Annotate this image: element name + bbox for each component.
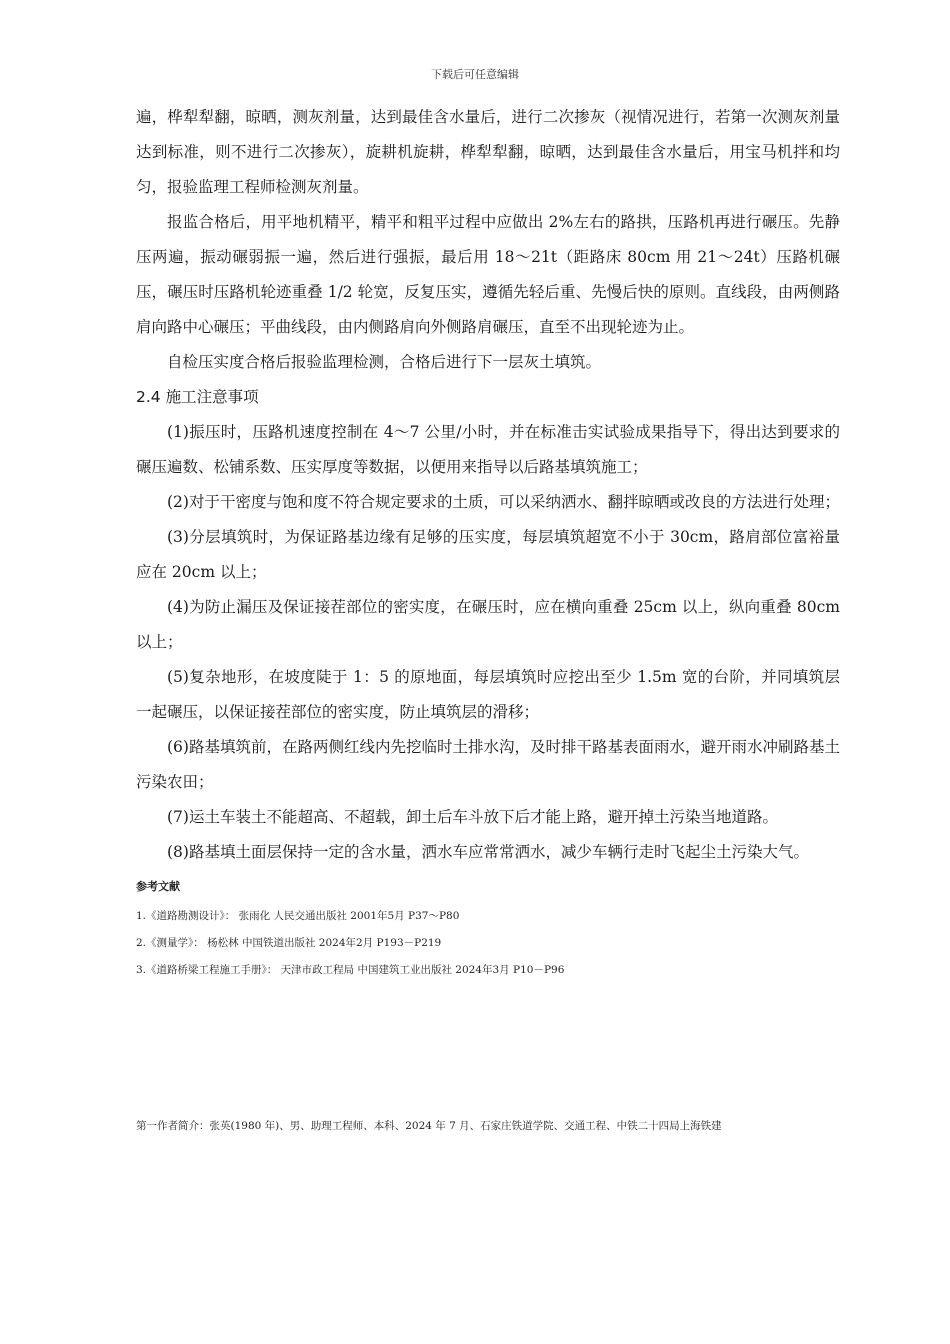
page-header: 下载后可任意编辑	[431, 68, 519, 81]
author-note: 第一作者简介：张英(1980 年)、男、助理工程师、本科、2024 年 7 月、石家庄铁道学院、交通工程、中铁二十四局上海铁建	[136, 1120, 722, 1132]
reference-item-3: 3.《道路桥梁工程施工手册》： 天津市政工程局 中国建筑工业出版社 2024年3月 P10－P96	[136, 964, 565, 976]
paragraph-1: 遍，桦犁犁翻，晾晒，测灰剂量，达到最佳含水量后，进行二次掺灰（视情况进行，若第一次测灰剂量达到标准，则不进行二次掺灰），旋耕机旋耕，桦犁犁翻，晾晒，达到最佳含水量后，用宝马机拌和均匀，报验监理工程师检测灰剂量。	[136, 108, 840, 196]
note-item-7: (7)运土车装土不能超高、不超载，卸土后车斗放下后才能上路，避开掉土污染当地道路。	[167, 808, 778, 826]
reference-item-2: 2.《测量学》： 杨松林 中国铁道出版社 2024年2月 P193－P219	[136, 937, 442, 949]
references-title: 参考文献	[136, 880, 180, 893]
note-item-5: (5)复杂地形，在坡度陡于 1：5 的原地面，每层填筑时应挖出至少 1.5m 宽的台阶，并同填筑层一起碾压，以保证接茬部位的密实度，防止填筑层的滑移；	[136, 668, 840, 721]
note-item-4: (4)为防止漏压及保证接茬部位的密实度，在碾压时，应在横向重叠 25cm 以上，纵向重叠 80cm 以上；	[136, 598, 840, 651]
reference-item-1: 1.《道路勘测设计》： 张雨化 人民交通出版社 2001年5月 P37～P80	[136, 910, 460, 922]
note-item-8: (8)路基填土面层保持一定的含水量，洒水车应常常洒水，减少车辆行走时飞起尘土污染大气。	[167, 843, 809, 861]
document-body	[136, 100, 840, 979]
paragraph-2: 报监合格后，用平地机精平，精平和粗平过程中应做出 2%左右的路拱，压路机再进行碾压。先静压两遍，振动碾弱振一遍，然后进行强振，最后用 18～21t（距路床 80cm 用 21～24t）压路机碾压，碾压时压路机轮迹重叠 1/2 轮宽，反复压实，遵循先轻后重、先慢后快的原则。直线段，由两侧路肩向路中心碾压；平曲线段，由内侧路肩向外侧路肩碾压，直至不出现轮迹为止。	[136, 213, 840, 336]
note-item-1: (1)振压时，压路机速度控制在 4～7 公里/小时，并在标准击实试验成果指导下，得出达到要求的碾压遍数、松铺系数、压实厚度等数据，以便用来指导以后路基填筑施工；	[136, 423, 840, 476]
note-item-2: (2)对于干密度与饱和度不符合规定要求的土质，可以采纳洒水、翻拌晾晒或改良的方法进行处理；	[167, 493, 840, 511]
section-heading: 2.4 施工注意事项	[136, 388, 259, 406]
paragraph-3: 自检压实度合格后报验监理检测，合格后进行下一层灰土填筑。	[167, 353, 602, 371]
note-item-3: (3)分层填筑时，为保证路基边缘有足够的压实度，每层填筑超宽不小于 30cm，路肩部位富裕量应在 20cm 以上；	[136, 528, 840, 581]
note-item-6: (6)路基填筑前，在路两侧红线内先挖临时土排水沟，及时排干路基表面雨水，避开雨水冲刷路基土污染农田；	[136, 738, 840, 791]
